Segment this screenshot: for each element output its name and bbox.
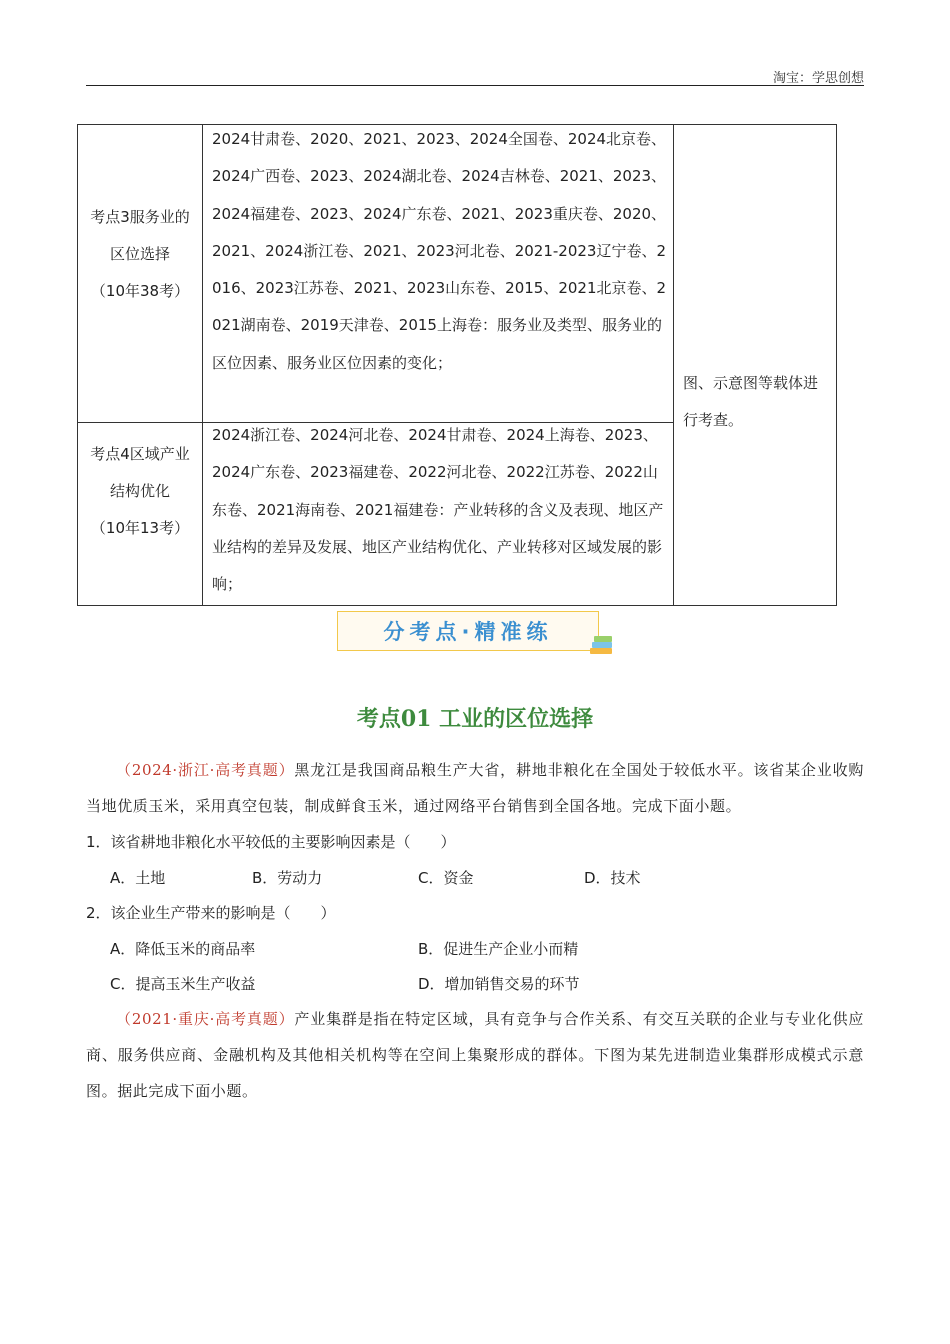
passage-1 bbox=[86, 752, 864, 824]
topic-4-description: 2024浙江卷、2024河北卷、2024甘肃卷、2024上海卷、2023、2024广东卷、2023福建卷、2022河北卷、2022江苏卷、2022山东卷、2021海南卷、2021福建卷：产业转移的含义及表现、地区产业结构的差异及发展、地区产业结构优化、产业转移对区域发展的影响； bbox=[212, 426, 664, 594]
topic-4-count: （10年13考） bbox=[90, 519, 190, 537]
question-1-option-a: A．土地 bbox=[110, 869, 166, 887]
table-row-topic-3-description-cell bbox=[203, 125, 673, 422]
question-2-option-a: A．降低玉米的商品率 bbox=[110, 940, 256, 958]
question-1-option-d: D．技术 bbox=[584, 869, 641, 887]
question-2-option-c: C．提高玉米生产收益 bbox=[110, 975, 256, 993]
header-text: 淘宝：学思创想 bbox=[772, 71, 864, 86]
passage-2 bbox=[86, 1001, 864, 1109]
section-title: 考点01 工业的区位选择 bbox=[356, 706, 594, 732]
exam-topic-table bbox=[77, 124, 837, 606]
passage-2-source: （2021·重庆·高考真题） bbox=[116, 1010, 295, 1028]
table-row-topic-3-label-cell bbox=[78, 125, 203, 422]
table-note-cell bbox=[673, 125, 836, 605]
practice-banner bbox=[337, 611, 599, 651]
question-2-stem: 2．该企业生产带来的影响是（ ） bbox=[86, 904, 336, 922]
topic-3-description: 2024甘肃卷、2020、2021、2023、2024全国卷、2024北京卷、2024广西卷、2023、2024湖北卷、2024吉林卷、2021、2023、2024福建卷、2023、2024广东卷、2021、2023重庆卷、2020、2021、2024浙江卷、2021、2023河北卷、2021-2023辽宁卷、2016、2023江苏卷、2021、2023山东卷、2015、2021北京卷、2021湖南卷、2019天津卷、2015上海卷：服务业及类型、服务业的区位因素、服务业区位因素的变化； bbox=[212, 130, 667, 372]
topic-3-text bbox=[78, 199, 202, 310]
header-rule bbox=[86, 85, 864, 86]
question-1-stem: 1．该省耕地非粮化水平较低的主要影响因素是（ ） bbox=[86, 833, 456, 851]
topic-3-count: （10年38考） bbox=[90, 282, 190, 300]
passage-1-source: （2024·浙江·高考真题） bbox=[116, 761, 295, 779]
question-2-option-d: D．增加销售交易的环节 bbox=[418, 975, 580, 993]
books-icon bbox=[588, 634, 616, 656]
passage-2-text: 产业集群是指在特定区域，具有竞争与合作关系、有交互关联的企业与专业化供应商、服务供应商、金融机构及其他相关机构等在空间上集聚形成的群体。下图为某先进制造业集群形成模式示意图。据此完成下面小题。 bbox=[86, 1010, 864, 1100]
table-row-topic-4-label-cell bbox=[78, 422, 203, 605]
topic-4-text bbox=[78, 436, 202, 547]
passage-1-text: 黑龙江是我国商品粮生产大省，耕地非粮化在全国处于较低水平。该省某企业收购当地优质玉米，采用真空包装，制成鲜食玉米，通过网络平台销售到全国各地。完成下面小题。 bbox=[86, 761, 864, 815]
table-note: 图、示意图等载体进行考查。 bbox=[683, 374, 819, 429]
banner-text: 分考点·精准练 bbox=[383, 620, 553, 644]
table-row-topic-4-description-cell bbox=[203, 422, 673, 605]
question-1-option-c: C．资金 bbox=[418, 869, 474, 887]
question-2-option-b: B．促进生产企业小而精 bbox=[418, 940, 579, 958]
topic-3-name: 考点3服务业的区位选择 bbox=[90, 208, 190, 263]
question-1-option-b: B．劳动力 bbox=[252, 869, 323, 887]
topic-4-name: 考点4区域产业结构优化 bbox=[90, 445, 190, 500]
